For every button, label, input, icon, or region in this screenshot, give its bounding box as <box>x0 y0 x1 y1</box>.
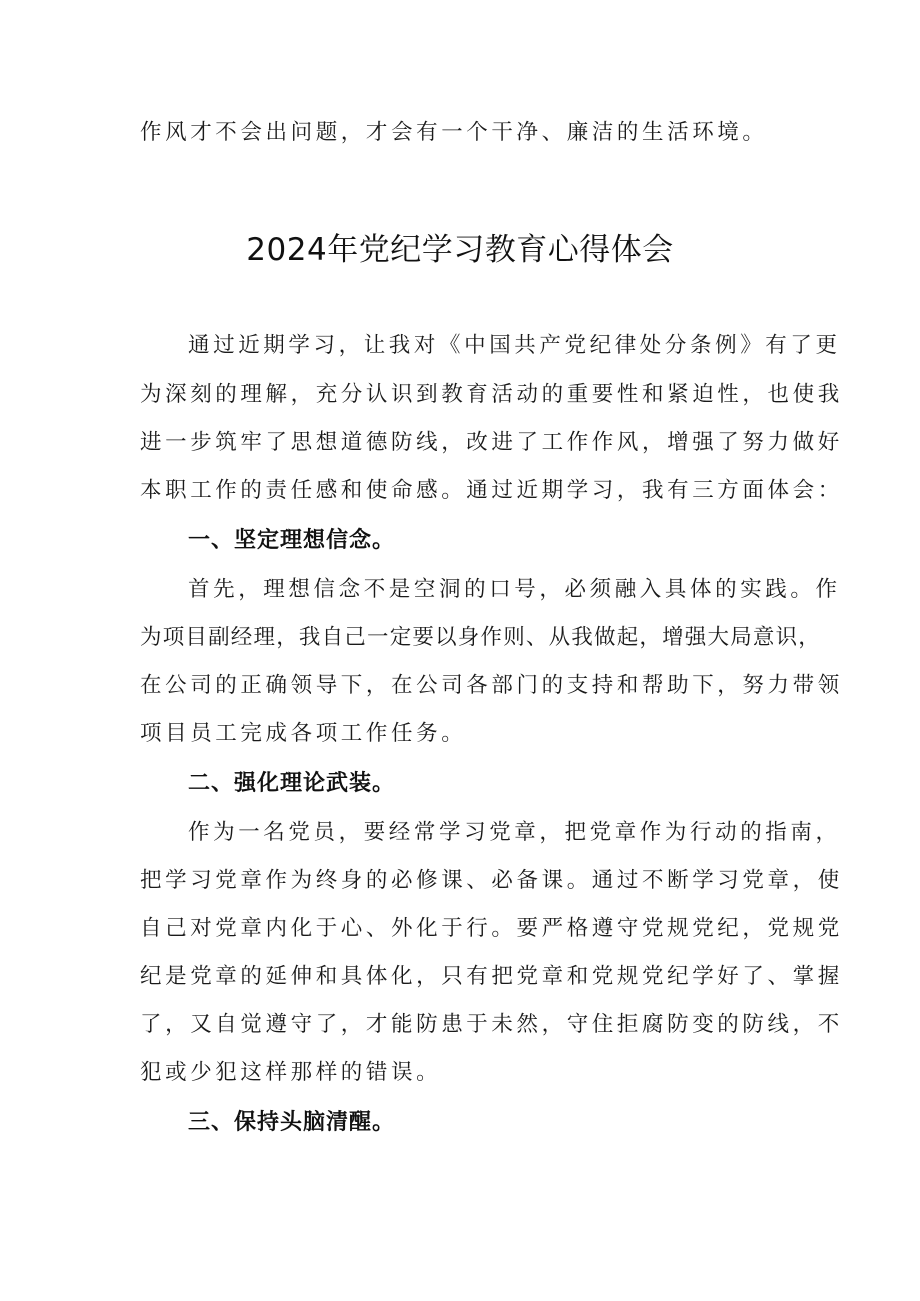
intro-line: 作风才不会出问题，才会有一个干净、廉洁的生活环境。 <box>140 120 768 145</box>
paragraph-line: 纪是党章的延伸和具体化，只有把党章和党规党纪学好了、掌握 <box>140 964 843 989</box>
paragraph-line: 项目员工完成各项工作任务。 <box>140 721 467 746</box>
section-heading: 一、坚定理想信念。 <box>188 528 396 553</box>
section-heading: 三、保持头脑清醒。 <box>188 1110 396 1135</box>
page-title: 2024年党纪学习教育心得体会 <box>246 232 674 268</box>
section-heading: 二、强化理论武装。 <box>188 771 396 796</box>
paragraph-line: 首先，理想信念不是空洞的口号，必须融入具体的实践。作 <box>188 577 841 602</box>
paragraph-line: 了，又自觉遵守了，才能防患于未然，守住拒腐防变的防线，不 <box>140 1012 843 1037</box>
paragraph-line: 为深刻的理解，充分认识到教育活动的重要性和紧迫性，也使我 <box>140 382 843 407</box>
paragraph-line: 通过近期学习，让我对《中国共产党纪律处分条例》有了更 <box>188 333 841 358</box>
paragraph-line: 本职工作的责任感和使命感。通过近期学习，我有三方面体会： <box>140 478 843 503</box>
paragraph-line: 把学习党章作为终身的必修课、必备课。通过不断学习党章，使 <box>140 868 843 893</box>
paragraph-line: 进一步筑牢了思想道德防线，改进了工作作风，增强了努力做好 <box>140 430 843 455</box>
paragraph-line: 为项目副经理，我自己一定要以身作则、从我做起，增强大局意识， <box>140 625 822 650</box>
paragraph-line: 犯或少犯这样那样的错误。 <box>140 1060 442 1085</box>
paragraph-line: 作为一名党员，要经常学习党章，把党章作为行动的指南， <box>188 820 841 845</box>
paragraph-line: 自己对党章内化于心、外化于行。要严格遵守党规党纪，党规党 <box>140 916 843 941</box>
paragraph-line: 在公司的正确领导下，在公司各部门的支持和帮助下，努力带领 <box>140 673 843 698</box>
